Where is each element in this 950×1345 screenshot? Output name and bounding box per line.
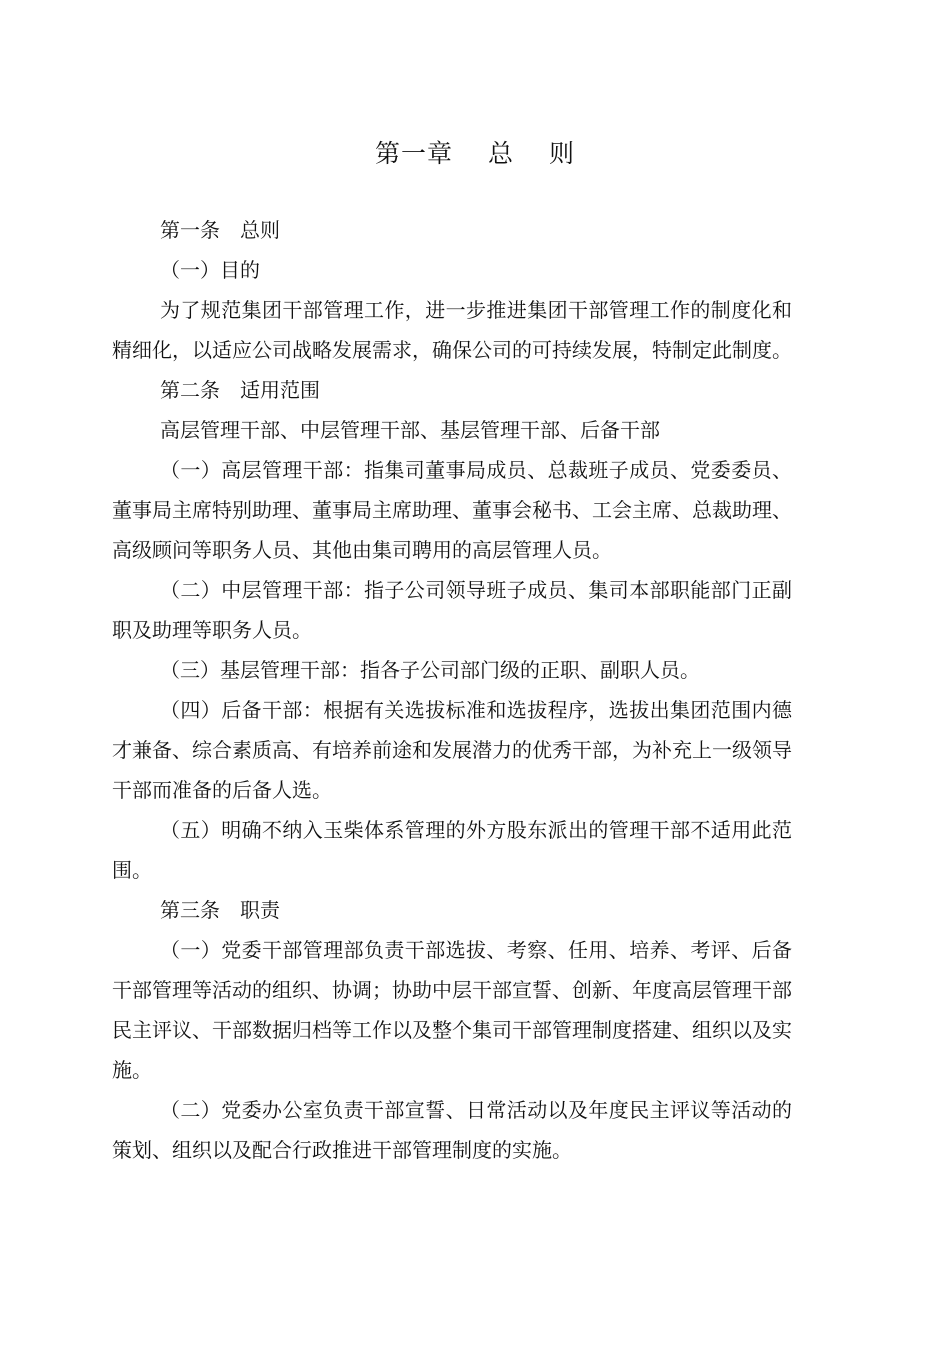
document-body	[112, 210, 792, 1170]
paragraph-grassroots-cadres: （三）基层管理干部：指各子公司部门级的正职、副职人员。	[160, 658, 700, 682]
paragraph-duty-management: （一）党委干部管理部负责干部选拔、考察、任用、培养、考评、后备干部管理等活动的组织、协调；协助中层干部宣誓、创新、年度高层管理干部民主评议、干部数据归档等工作以及整个集司干部管理制度搭建、组织以及实施。	[112, 938, 792, 1082]
paragraph-scope-summary: 高层管理干部、中层管理干部、基层管理干部、后备干部	[160, 418, 660, 442]
article-heading-2: 第二条 适用范围	[160, 378, 320, 402]
article-heading-1: 第一条 总则	[160, 218, 280, 242]
paragraph-exclusion: （五）明确不纳入玉柴体系管理的外方股东派出的管理干部不适用此范围。	[112, 818, 792, 882]
paragraph-purpose: 为了规范集团干部管理工作，进一步推进集团干部管理工作的制度化和精细化，以适应公司战略发展需求，确保公司的可持续发展，特制定此制度。	[112, 298, 792, 362]
paragraph-senior-cadres: （一）高层管理干部：指集司董事局成员、总裁班子成员、党委委员、董事局主席特别助理、董事局主席助理、董事会秘书、工会主席、总裁助理、高级顾问等职务人员、其他由集司聘用的高层管理人员。	[112, 458, 792, 562]
article-heading-3: 第三条 职责	[160, 898, 280, 922]
paragraph-reserve-cadres: （四）后备干部：根据有关选拔标准和选拔程序，选拔出集团范围内德才兼备、综合素质高、有培养前途和发展潜力的优秀干部，为补充上一级领导干部而准备的后备人选。	[112, 698, 792, 802]
paragraph-middle-cadres: （二）中层管理干部：指子公司领导班子成员、集司本部职能部门正副职及助理等职务人员。	[112, 578, 792, 642]
section-heading-purpose: （一）目的	[160, 258, 260, 282]
chapter-title: 第一章 总 则	[375, 139, 575, 168]
paragraph-duty-office: （二）党委办公室负责干部宣誓、日常活动以及年度民主评议等活动的策划、组织以及配合行政推进干部管理制度的实施。	[112, 1098, 792, 1162]
